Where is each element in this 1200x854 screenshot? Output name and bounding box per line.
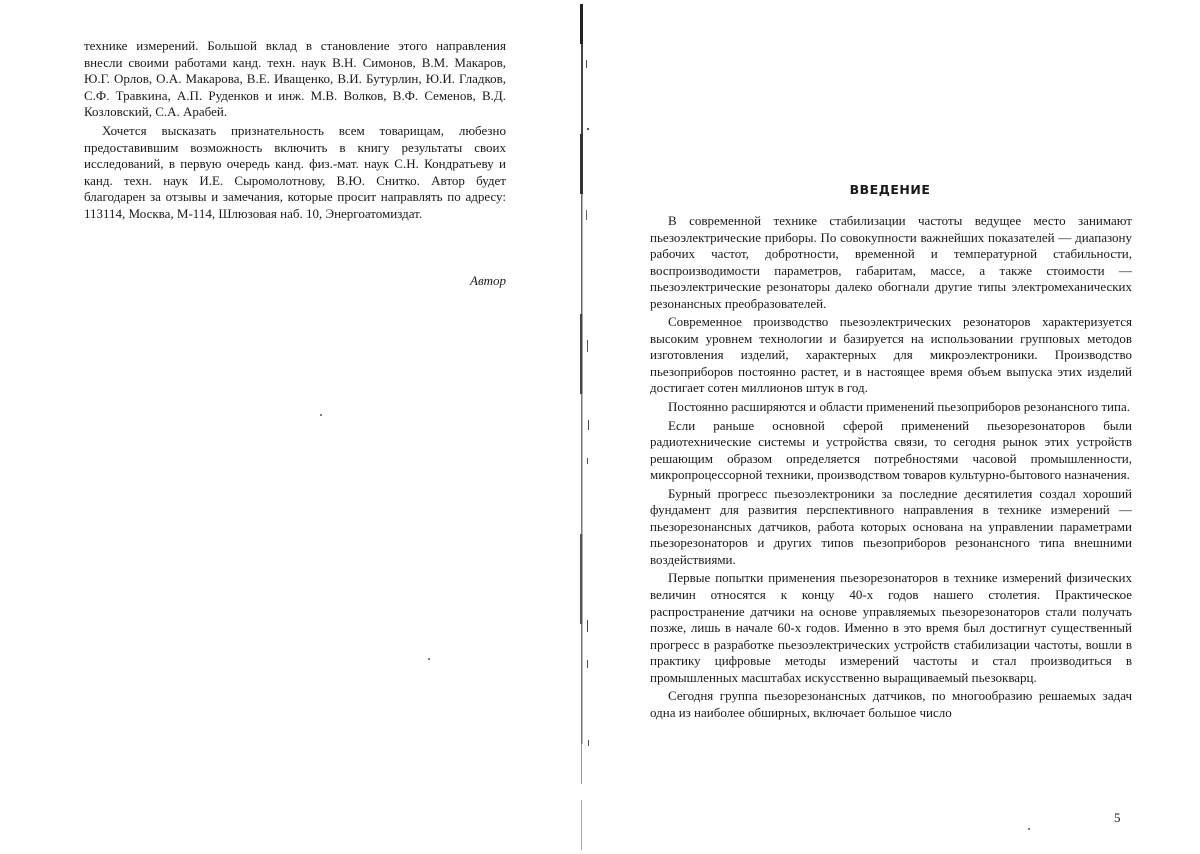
right-paragraph-4: Если раньше основной сферой применений пьезорезонаторов были радиотехнические системы и устройства связи, то сегодня рынок этих устройств решающим образом определяется потребностями часовой промышленности, микропроцессорной техники, производством товаров культурно-бытового назначения. bbox=[650, 417, 1132, 483]
scan-speck bbox=[1028, 828, 1030, 830]
right-paragraph-3: Постоянно расширяются и области применений пьезоприборов резонансного типа. bbox=[668, 399, 1130, 415]
scan-speck bbox=[428, 658, 430, 660]
page-number: 5 bbox=[1114, 810, 1121, 825]
right-paragraph-2: Современное производство пьезоэлектрических резонаторов характеризуется высоким уровнем технологии и базируется на использовании групповых методов изготовления изделий, характерных для микроэлектроники. Производство пьезоприборов постоянно растет, и в настоящее время объем выпуска этих изделий достигает сотен миллионов штук в год. bbox=[650, 314, 1132, 396]
chapter-heading: ВВЕДЕНИЕ bbox=[849, 182, 931, 197]
left-paragraph-1: технике измерений. Большой вклад в становление этого направления внесли своими работами канд. техн. наук В.Н. Симонов, В.М. Макаров, Ю.Г. Орлов, О.А. Макарова, В.Е. Иващенко, В.И. Бутурлин, Ю.И. Гладков, С.Ф. Травкина, А.П. Руденков и инж. М.В. Волков, В.Ф. Семенов, В.Д. Козловский, С.А. Арабей. bbox=[84, 38, 506, 120]
book-spine-gutter bbox=[576, 0, 596, 854]
left-page-text bbox=[84, 38, 506, 223]
right-page-text bbox=[650, 213, 1132, 723]
author-signature: Автор bbox=[470, 273, 506, 288]
left-page bbox=[0, 0, 560, 854]
right-paragraph-6: Первые попытки применения пьезорезонаторов в технике измерений физических величин относятся к концу 40-х годов нашего столетия. Практическое распространение датчики на основе управляемых пьезорезонаторов стали получать позже, лишь в начале 60-х годов. Именно в это время был достигнут существенный прогресс в разработке пьезоэлектрических устройств стабилизации частоты, вошли в практику цифровые методы измерений частоты и стал производиться в промышленных масштабах искусственно выращиваемый пьезокварц. bbox=[650, 570, 1132, 685]
right-paragraph-7: Сегодня группа пьезорезонансных датчиков, по многообразию решаемых задач одна из наиболее обширных, включает большое число bbox=[650, 688, 1132, 720]
left-paragraph-2: Хочется высказать признательность всем товарищам, любезно предоставившим возможность включить в книгу результаты своих исследований, в первую очередь канд. физ.-мат. наук С.Н. Кондратьеву и канд. техн. наук И.Е. Сыромолотнову, В.Ю. Снитко. Автор будет благодарен за отзывы и замечания, которые просит направлять по адресу: 113114, Москва, М-114, Шлюзовая наб. 10, Энергоатомиздат. bbox=[84, 122, 506, 221]
scan-speck bbox=[320, 414, 322, 416]
right-paragraph-1: В современной технике стабилизации частоты ведущее место занимают пьезоэлектрические приборы. По совокупности важнейших показателей — диапазону рабочих частот, добротности, временной и температурной стабильности, воспроизводимости параметров, габаритам, массе, а также стоимости — пьезоэлектрические резонаторы далеко обогнали другие типы электромеханических резонансных преобразователей. bbox=[650, 213, 1132, 311]
right-paragraph-5: Бурный прогресс пьезоэлектроники за последние десятилетия создал хороший фундамент для развития перспективного направления в технике измерений — пьезорезонансных датчиков, работа которых основана на управлении параметрами пьезорезонаторов и других типов пьезоприборов резонансного типа внешними воздействиями. bbox=[650, 485, 1132, 567]
